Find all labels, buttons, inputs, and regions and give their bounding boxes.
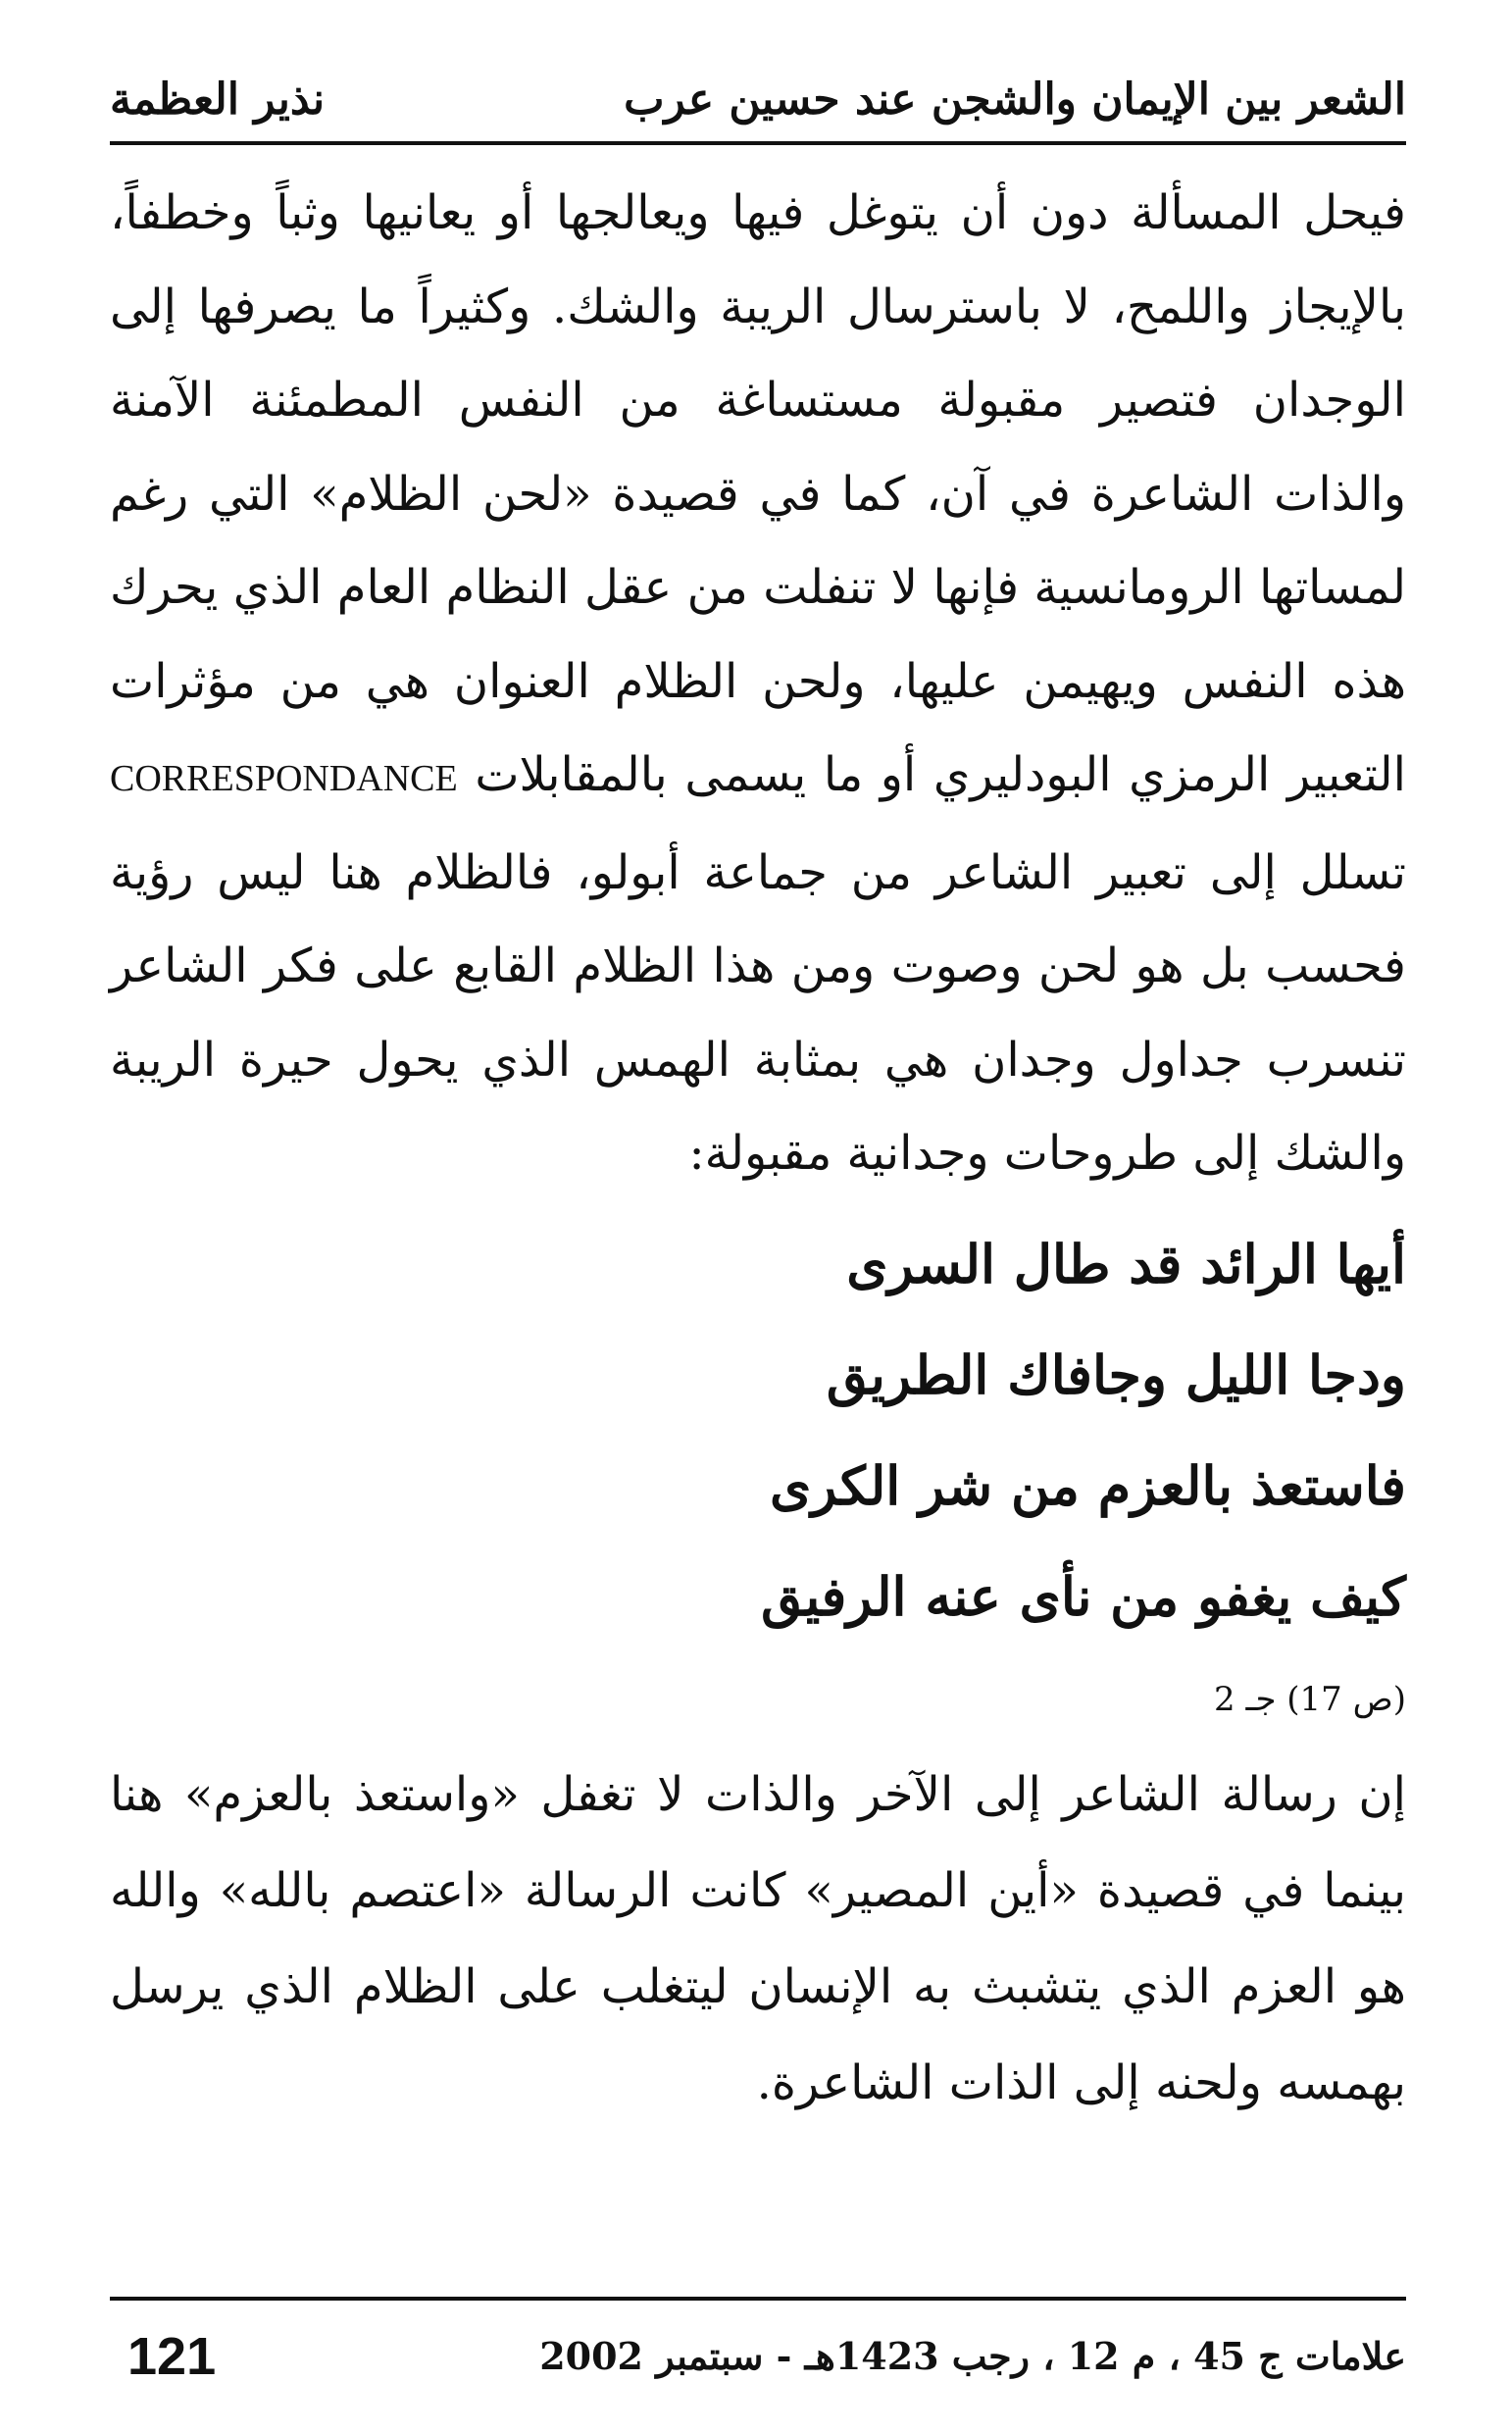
paragraph-main-continued: تسلل إلى تعبير الشاعر من جماعة أبولو، فالظلام هنا ليس رؤية فحسب بل هو لحن وصوت ومن هذا الظلام القابع على فكر الشاعر تنسرب جداول وجدان هي بمثابة الهمس الذي يحول حيرة الريبة والشك إلى طروحات وجدانية مقبولة: (110, 844, 1407, 1181)
poem-citation: (ص 17) جـ 2 (1214, 1679, 1406, 1719)
verse-line-4: كيف يغفو من نأى عنه الرفيق (761, 1564, 1406, 1628)
header-rule (110, 141, 1406, 145)
running-header (110, 61, 1406, 139)
latin-term: CORRESPONDANCE (110, 758, 458, 799)
paragraph-main-text: فيحل المسألة دون أن يتوغل فيها ويعالجها أو يعانيها وثباً وخطفاً، بالإيجاز واللمح، لا باسترسال الريبة والشك. وكثيراً ما يصرفها إلى الوجدان فتصير مقبولة مستساغة من النفس المطمئنة الآمنة والذات الشاعرة في آن، كما في قصيدة «لحن الظلام» التي رغم لمساتها الرومانسية فإنها لا تنفلت من عقل النظام العام الذي يحرك هذه النفس ويهيمن عليها، ولحن الظلام العنوان هي من مؤثرات التعبير الرمزي البودليري أو ما يسمى بالمقابلات (110, 185, 1407, 802)
paragraph-second: إن رسالة الشاعر إلى الآخر والذات لا تغفل «واستعذ بالعزم» هنا بينما في قصيدة «أين المصير» كانت الرسالة «اعتصم بالله» والله هو العزم الذي يتشبث به الإنسان ليتغلب على الظلام الذي يرسل بهمسه ولحنه إلى الذات الشاعرة. (110, 1766, 1406, 2110)
verse-line-3: فاستعذ بالعزم من شر الكرى (769, 1453, 1406, 1517)
journal-issue: علامات ج 45 ، م 12 ، رجب 1423هـ - سبتمبر 2002 (539, 2334, 1406, 2378)
poem-verses (110, 1209, 1406, 1652)
running-footer (110, 2312, 1406, 2401)
article-title: الشعر بين الإيمان والشجن عند حسين عرب (624, 75, 1406, 125)
verse-line-2: ودجا الليل وجافاك الطريق (826, 1343, 1406, 1406)
footer-rule (110, 2297, 1406, 2301)
body-text (110, 167, 1406, 2131)
verse-line-1: أيها الرائد قد طال السرى (846, 1232, 1406, 1295)
paragraph-main (110, 167, 1406, 1201)
author-name: نذير العظمة (110, 75, 326, 125)
page-number: 121 (127, 2327, 217, 2386)
